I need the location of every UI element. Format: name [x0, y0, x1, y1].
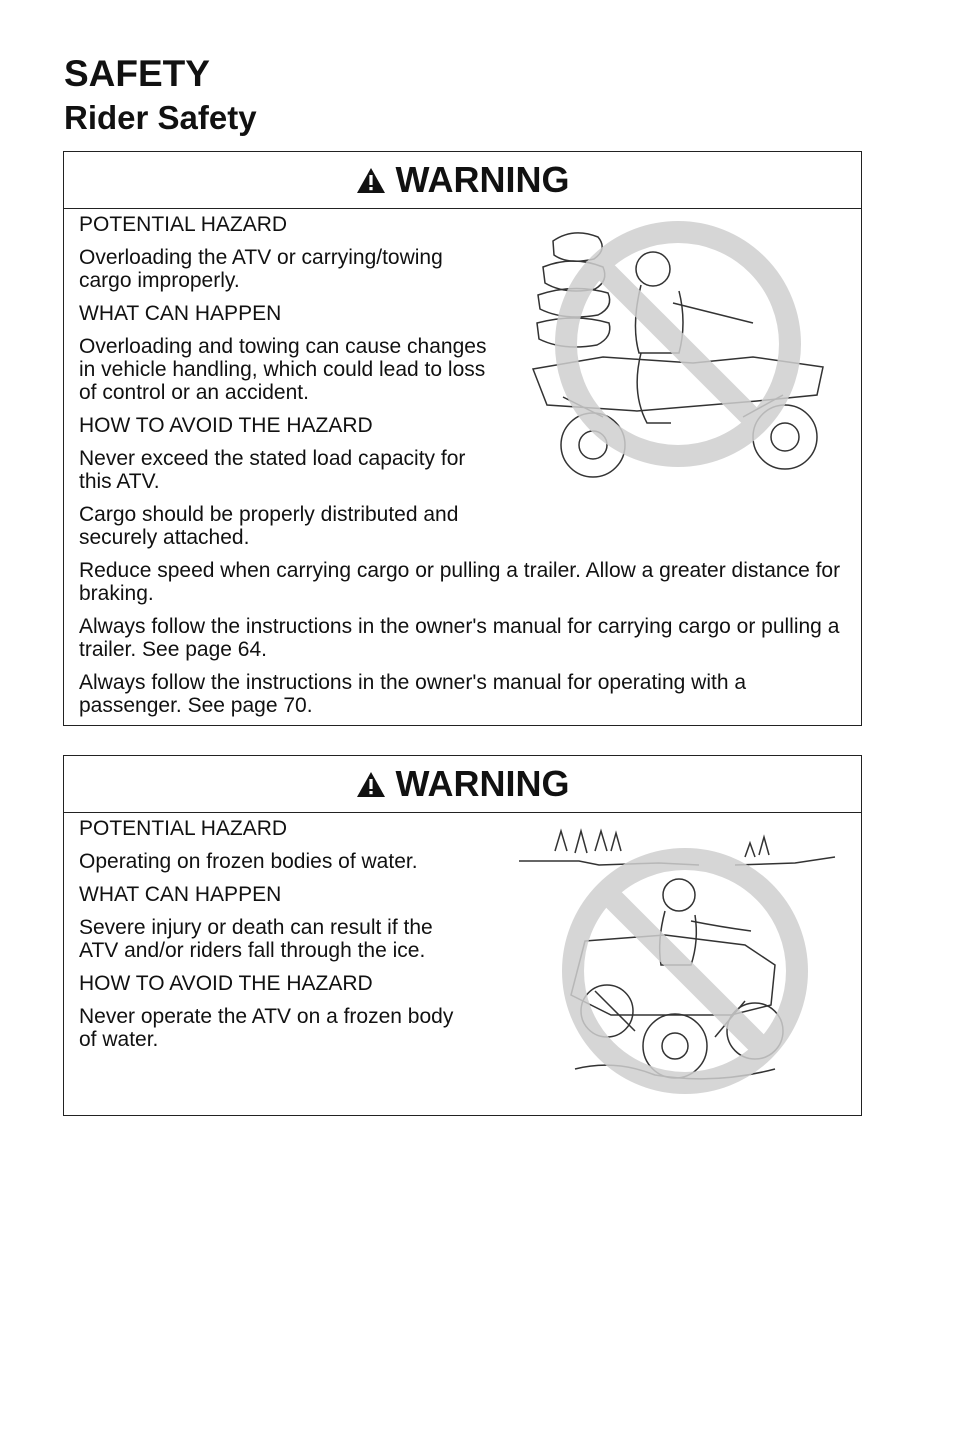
page-subtitle: Rider Safety: [64, 99, 257, 136]
warning-triangle-icon: [356, 771, 386, 798]
atv-overloaded-cargo-prohibited-illustration: [523, 219, 833, 479]
avoidance-text: Never operate the ATV on a frozen body of water.: [79, 1005, 454, 1051]
page-title: SAFETY: [64, 53, 210, 94]
warning-box-cargo: [63, 151, 862, 726]
avoidance-text-towing: Always follow the instructions in the owner's manual for carrying cargo or pulling a trailer. See page 64.: [79, 615, 840, 661]
avoidance-heading: HOW TO AVOID THE HAZARD: [79, 414, 373, 437]
warning-box-frozen-water: [63, 755, 862, 1116]
hazard-heading: POTENTIAL HAZARD: [79, 213, 288, 236]
avoidance-text-speed: Reduce speed when carrying cargo or pulling a trailer. Allow a greater distance for braking.: [79, 559, 841, 605]
hazard-text: Overloading the ATV or carrying/towing cargo improperly.: [79, 246, 443, 292]
hazard-heading: POTENTIAL HAZARD: [79, 817, 288, 840]
atv-on-frozen-water-prohibited-illustration: [515, 821, 845, 1101]
hazard-text: Operating on frozen bodies of water.: [79, 850, 418, 873]
avoidance-text-load: Never exceed the stated load capacity for this ATV.: [79, 447, 466, 493]
avoidance-text-cargo: Cargo should be properly distributed and securely attached.: [79, 503, 459, 549]
warning-triangle-icon: [356, 167, 386, 194]
warning-body: [64, 813, 861, 1051]
consequence-text: Overloading and towing can cause changes in vehicle handling, which could lead to loss of control or an accident.: [79, 335, 487, 404]
warning-body: [64, 209, 861, 717]
warning-label: WARNING: [395, 763, 570, 804]
avoidance-heading: HOW TO AVOID THE HAZARD: [79, 972, 373, 995]
warning-header: [64, 756, 861, 813]
warning-label: WARNING: [395, 159, 570, 200]
consequence-heading: WHAT CAN HAPPEN: [79, 883, 282, 906]
consequence-heading: WHAT CAN HAPPEN: [79, 302, 282, 325]
avoidance-text-passenger: Always follow the instructions in the owner's manual for operating with a passenger. See page 70.: [79, 671, 747, 717]
consequence-text: Severe injury or death can result if the ATV and/or riders fall through the ice.: [79, 916, 433, 962]
warning-header: [64, 152, 861, 209]
